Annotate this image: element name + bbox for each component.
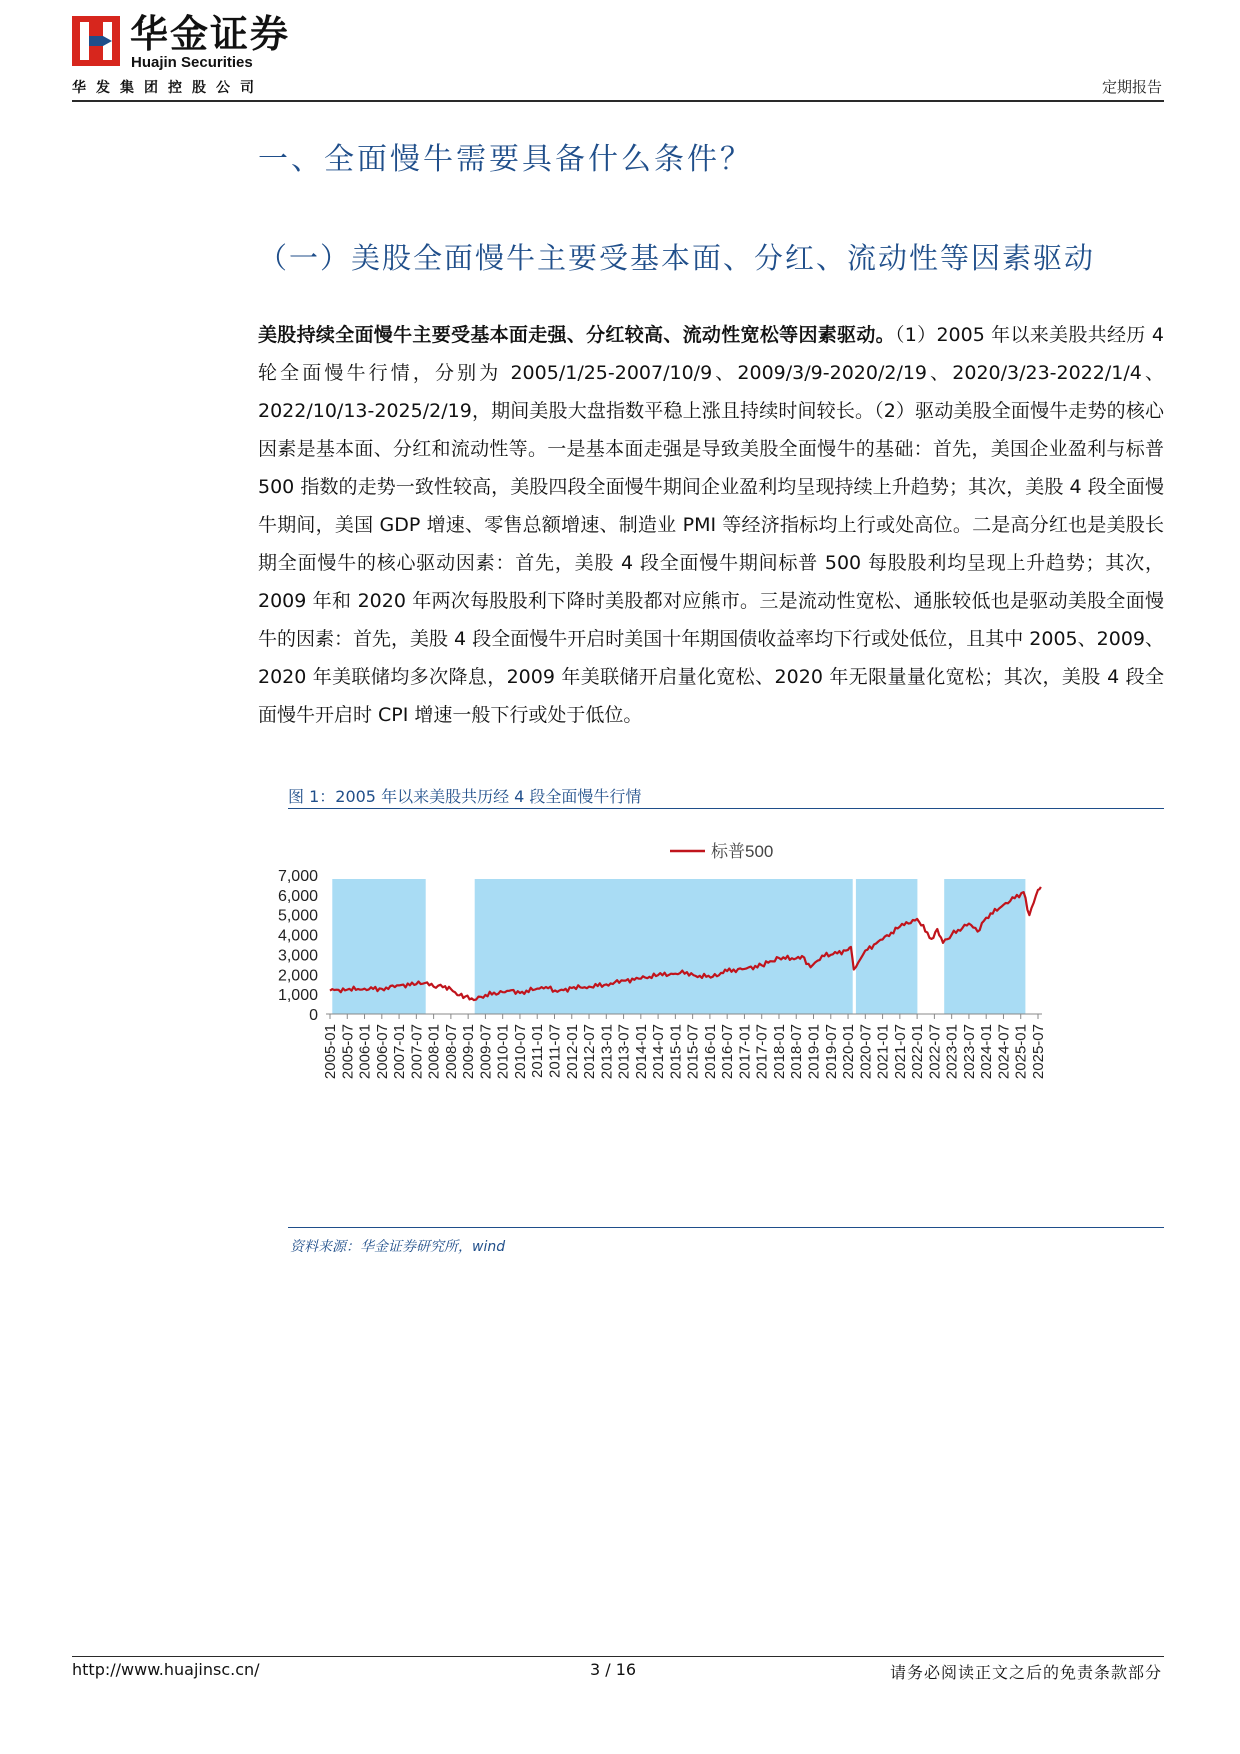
x-tick-label: 2010-01 xyxy=(494,1024,512,1080)
x-tick-label: 2017-01 xyxy=(736,1024,754,1080)
y-tick-label: 7,000 xyxy=(277,868,318,885)
body-text: （1）2005 年以来美股共经历 4 轮全面慢牛行情，分别为 2005/1/25-2007/10/9、2009/3/9-2020/2/19、2020/3/23-2022/1/4、2022/10/13-2025/2/19，期间美股大盘指数平稳上涨且持续时间较长。（2）驱动美股全面慢牛走势的核心因素是基本面、分红和流动性等。一是基本面走强是导致美股全面慢牛的基础：首先，美国企业盈利与标普 500 指数的走势一致性较高，美股四段全面慢牛期间企业盈利均呈现持续上升趋势；其次，美股 4 段全面慢牛期间，美国 GDP 增速、零售总额增速、制造业 PMI 等经济指标均上行或处高位。二是高分红也是美股长期全面慢牛的核心驱动因素：首先，美股 4 段全面慢牛期间标普 500 每股股利均呈现上升趋势；其次，2009 年和 2020 年两次每股股利下降时美股都对应熊市。三是流动性宽松、通胀较低也是驱动美股全面慢牛的因素：首先，美股 4 段全面慢牛开启时美国十年期国债收益率均下行或处低位，且其中 2005、2009、2020 年美联储均多次降息，2009 年美联储开启量化宽松、2020 年无限量量化宽松；其次，美股 4 段全面慢牛开启时 CPI 增速一般下行或处于低位。 xyxy=(258,324,1164,726)
x-tick-label: 2021-07 xyxy=(891,1024,909,1080)
bull-period-band-3 xyxy=(856,879,918,1014)
footer-divider xyxy=(72,1656,1164,1657)
x-tick-label: 2022-07 xyxy=(926,1024,944,1080)
y-tick-label: 5,000 xyxy=(277,907,318,925)
footer-disclaimer: 请务必阅读正文之后的免责条款部分 xyxy=(889,1663,1162,1682)
header-divider xyxy=(72,100,1164,102)
bull-period-band-2 xyxy=(475,879,853,1014)
y-axis xyxy=(278,868,318,1024)
x-tick-label: 2023-01 xyxy=(943,1024,961,1080)
x-tick-label: 2007-01 xyxy=(391,1024,409,1080)
x-tick-label: 2025-07 xyxy=(1030,1024,1047,1080)
bull-period-bands xyxy=(332,879,1025,1014)
logo-chinese-name: 华金证券 xyxy=(130,12,291,56)
y-tick-label: 1,000 xyxy=(277,987,318,1005)
x-axis xyxy=(322,1014,1047,1079)
figure-title: 图 1：2005 年以来美股共历经 4 段全面慢牛行情 xyxy=(288,787,642,806)
x-tick-label: 2014-01 xyxy=(632,1024,650,1080)
sp500-line-chart xyxy=(277,812,1164,1224)
x-tick-label: 2015-07 xyxy=(684,1024,702,1080)
x-tick-label: 2008-07 xyxy=(442,1024,460,1080)
x-tick-label: 2005-07 xyxy=(339,1024,357,1080)
report-type: 定期报告 xyxy=(1101,78,1162,96)
x-tick-label: 2013-07 xyxy=(615,1024,633,1080)
x-tick-label: 2021-01 xyxy=(874,1024,892,1080)
figure-source: 资料来源：华金证券研究所，wind xyxy=(290,1239,506,1255)
x-tick-label: 2015-01 xyxy=(667,1024,685,1080)
x-tick-label: 2023-07 xyxy=(960,1024,978,1080)
bull-period-band-4 xyxy=(944,879,1025,1014)
figure-bottom-rule xyxy=(288,1227,1164,1228)
x-tick-label: 2006-07 xyxy=(373,1024,391,1080)
x-tick-label: 2024-07 xyxy=(995,1024,1013,1080)
bull-period-band-1 xyxy=(332,879,425,1014)
x-tick-label: 2019-01 xyxy=(805,1024,823,1080)
x-tick-label: 2011-07 xyxy=(546,1024,564,1078)
figure-top-rule xyxy=(288,808,1164,809)
logo-english-name: Huajin Securities xyxy=(131,54,253,71)
chart-legend xyxy=(670,842,773,861)
x-tick-label: 2012-01 xyxy=(563,1024,581,1080)
x-tick-label: 2020-01 xyxy=(840,1024,857,1080)
x-tick-label: 2006-01 xyxy=(356,1024,374,1080)
x-tick-label: 2008-01 xyxy=(425,1024,443,1080)
x-tick-label: 2014-07 xyxy=(650,1024,668,1080)
x-tick-label: 2009-07 xyxy=(477,1024,495,1080)
x-tick-label: 2019-07 xyxy=(822,1024,840,1080)
x-tick-label: 2007-07 xyxy=(408,1024,426,1080)
x-tick-label: 2011-01 xyxy=(529,1024,547,1078)
x-tick-label: 2005-01 xyxy=(322,1024,339,1080)
x-tick-label: 2025-01 xyxy=(1012,1024,1030,1080)
x-tick-label: 2017-07 xyxy=(753,1024,771,1080)
subsection-heading: （一）美股全面慢牛主要受基本面、分红、流动性等因素驱动 xyxy=(258,241,1096,275)
page-number: 3 / 16 xyxy=(590,1660,637,1679)
section-heading: 一、全面慢牛需要具备什么条件？ xyxy=(258,142,753,177)
footer-website-link[interactable]: http://www.huajinsc.cn/ xyxy=(72,1660,260,1679)
y-tick-label: 6,000 xyxy=(277,887,318,905)
x-tick-label: 2022-01 xyxy=(909,1024,927,1080)
x-tick-label: 2016-01 xyxy=(701,1024,719,1080)
x-tick-label: 2018-01 xyxy=(771,1024,788,1080)
y-tick-label: 4,000 xyxy=(277,927,318,945)
x-tick-label: 2018-07 xyxy=(788,1024,806,1080)
huajin-logo-icon xyxy=(72,16,120,66)
logo-subtitle: 华发集团控股公司 xyxy=(72,80,264,96)
y-tick-label: 2,000 xyxy=(277,967,318,985)
x-tick-label: 2016-07 xyxy=(719,1024,737,1080)
legend-label: 标普500 xyxy=(711,842,774,861)
x-tick-label: 2010-07 xyxy=(512,1024,529,1080)
body-paragraph xyxy=(258,316,1164,734)
x-tick-label: 2009-01 xyxy=(460,1024,478,1080)
x-tick-label: 2020-07 xyxy=(857,1024,875,1080)
x-tick-label: 2013-01 xyxy=(598,1024,616,1080)
y-tick-label: 3,000 xyxy=(277,947,318,965)
x-tick-label: 2012-07 xyxy=(581,1024,598,1080)
y-tick-label: 0 xyxy=(309,1007,318,1024)
body-lead-sentence: 美股持续全面慢牛主要受基本面走强、分红较高、流动性宽松等因素驱动。 xyxy=(258,324,895,346)
x-tick-label: 2024-01 xyxy=(978,1024,996,1080)
